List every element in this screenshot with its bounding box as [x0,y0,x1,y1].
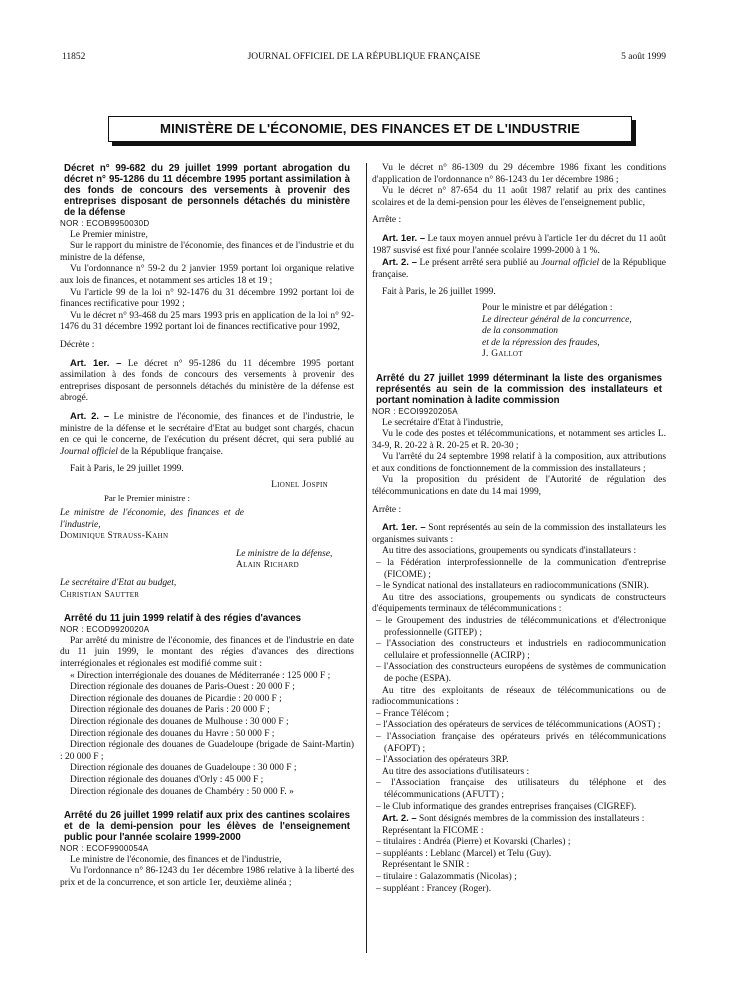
list-item: – suppléant : Francey (Roger). [376,883,492,894]
signature-name: J. Gallot [482,349,523,360]
signature-role: et de la répression des fraudes, [482,337,600,348]
list-item: Direction régionale des douanes de Mulhouse : 30 000 F ; [70,716,289,727]
list-item: – l'Association française des opérateurs privés en télécommunications (AFOPT) ; [376,731,666,754]
list-item: – le Club informatique des grandes entreprises françaises (CIGREF). [376,801,637,812]
paragraph: Sur le rapport du ministre de l'économie, des finances et de l'industrie et du ministre de la défense, [60,241,354,263]
paragraph: Vu l'article 99 de la loi n° 92-1476 du 31 décembre 1992 portant loi de finances rectificative pour 1992 ; [60,287,354,310]
list-item: – la Fédération interprofessionnelle de la communication d'entreprise (FICOME) ; [376,558,666,580]
list-item: – le Syndicat national des installateurs en radiocommunications (SNIR). [376,581,649,592]
decree-1-nor: NOR : ECOB9950030D [60,219,150,228]
paragraph: Vu l'ordonnance n° 86-1243 du 1er décembre 1986 relative à la liberté des prix et de la concurrence, et son article 1er, deuxième alinéa ; [60,866,354,888]
list-item: – titulaire : Galazommatis (Nicolas) ; [376,872,517,883]
list-item: – l'Association des constructeurs européens de systèmes de communication de poche (ESPA). [376,662,666,684]
decree-1-title: Décret n° 99-682 du 29 juillet 1999 portant abrogation du décret n° 95-1286 du 11 décembre 1995 portant assimilation à des fonds de concours des versements à provenir des entreprises disposant de personnels détachés du ministère de la défense [64,163,350,218]
article-2: Art. 2. – Le présent arrêté sera publié au Journal officiel de la République française. [372,257,666,280]
list-item: – l'Association des constructeurs et industriels en radiocommunication cellulaire et professionnelle (ACIRP) ; [376,639,666,661]
signature-role: de la consommation [482,326,559,337]
arrete-label: Arrête : [372,215,402,226]
group-heading: Représentant le SNIR : [382,860,470,871]
signature-role: Le ministre de la défense, [236,548,333,559]
signature-role: Le ministre de l'économie, des finances et de l'industrie, [60,508,244,530]
paragraph: Vu l'ordonnance n° 59-2 du 2 janvier 1959 portant loi organique relative aux lois de finances, et notamment ses articles 18 et 19 ; [60,264,354,286]
article-2: Art. 2. – Sont désignés membres de la commission des installateurs : [382,813,645,825]
group-heading: Au titre des associations, groupements ou syndicats d'installateurs : [382,546,637,557]
fait-a-paris: Fait à Paris, le 26 juillet 1999. [382,287,496,298]
list-item: Direction régionale des douanes d'Orly : 45 000 F ; [70,774,264,785]
decree-4-title: Arrêté du 27 juillet 1999 déterminant la liste des organismes représentés au sein de la commission des installateurs et portant nomination à ladite commission [376,372,662,406]
article-2: Art. 2. – Le ministre de l'économie, des finances et de l'industrie, le ministre de la défense et le secrétaire d'Etat au budget sont chargés, chacun en ce qui le concerne, de l'exécution du présent décret, qui sera publié au Journal officiel de la République française. [60,410,354,457]
decree-3-title: Arrêté du 26 juillet 1999 relatif aux prix des cantines scolaires et de la demi-pension pour les élèves de l'enseignement public pour l'année scolaire 1999-2000 [64,810,350,844]
paragraph: Le secrétaire d'Etat à l'industrie, [382,417,504,428]
decree-2-nor: NOR : ECOD9920020A [60,625,150,635]
article-1: Art. 1er. – Le taux moyen annuel prévu à l'article 1er du décret du 11 août 1987 susvisé est fixé pour l'année scolaire 1999-2000 à 1 %. [372,232,666,256]
list-item: « Direction interrégionale des douanes de Méditerranée : 125 000 F ; [70,670,331,681]
decree-3-nor: NOR : ECOF9900054A [60,844,149,854]
signature-name: Alain Richard [236,560,299,571]
right-column [372,163,666,895]
article-1: Art. 1er. – Sont représentés au sein de la commission des installateurs les organismes suivants : [372,522,666,545]
article-1: Art. 1er. – Le décret n° 95-1286 du 11 décembre 1995 portant assimilation à des fonds de concours des versements à provenir des entreprises disposant de personnels détachés du ministère de la défense est abrogé. [60,357,354,404]
paragraph: Le ministre de l'économie, des finances et de l'industrie, [70,854,282,865]
list-item: Direction régionale des douanes de Paris-Ouest : 20 000 F ; [70,682,295,693]
par-le-premier-ministre: Par le Premier ministre : [104,493,190,504]
list-item: Direction régionale des douanes de Chambéry : 50 000 F. » [70,786,294,797]
group-heading: Au titre des exploitants de réseaux de télécommunications ou de radiocommunications : [372,685,666,708]
journal-title: JOURNAL OFFICIEL DE LA RÉPUBLIQUE FRANÇAISE [247,52,481,62]
list-item: – l'Association française des utilisateurs du téléphone et des télécommunications (AFUTT) ; [376,778,666,800]
list-item: – l'Association des opérateurs 3RP. [376,755,509,766]
list-item: Direction régionale des douanes du Havre : 50 000 F ; [70,728,275,739]
list-item: – France Télécom ; [376,708,449,719]
paragraph: Vu le décret n° 87-654 du 11 août 1987 relatif au prix des cantines scolaires et de la demi-pension pour les élèves de l'enseignement public, [372,186,666,208]
decrete-label: Décrète : [60,339,95,350]
list-item: Direction régionale des douanes de Paris : 20 000 F ; [70,705,270,716]
ministry-banner: MINISTÈRE DE L'ÉCONOMIE, DES FINANCES ET DE L'INDUSTRIE [108,116,632,142]
signature-name: Christian Sautter [60,589,140,600]
decree-4-nor: NOR : ECOI9920205A [372,406,458,416]
list-item: Direction régionale des douanes de Guadeloupe (brigade de Saint-Martin) : 20 000 F ; [60,740,354,762]
page-number: 11852 [62,52,86,62]
group-heading: Au titre des associations d'utilisateurs : [382,766,530,777]
group-heading: Représentant la FICOME : [382,825,484,836]
list-item: – titulaires : Andréa (Pierre) et Kovarski (Charles) ; [376,837,571,848]
paragraph: Vu la proposition du président de l'Autorité de régulation des télécommunications en date du 14 mai 1999, [372,475,666,498]
paragraph: Vu le code des postes et télécommunications, et notamment ses articles L. 34-9, R. 20-22 à R. 20-25 et R. 20-30 ; [372,429,666,451]
paragraph: Par arrêté du ministre de l'économie, des finances et de l'industrie en date du 11 juin 1999, le montant des régies d'avances des directions interrégionales et régionales est modifié comme suit : [60,635,354,669]
fait-a-paris: Fait à Paris, le 29 juillet 1999. [70,464,184,475]
decree-2-title: Arrêté du 11 juin 1999 relatif à des régies d'avances [64,613,302,625]
signature-pm: Lionel Jospin [271,479,328,490]
paragraph: Vu le décret n° 93-468 du 25 mars 1993 pris en application de la loi n° 92-1476 du 31 décembre 1992 portant loi de finances rectificative pour 1992, [60,310,354,333]
paragraph: Le Premier ministre, [70,229,148,240]
arrete-label: Arrête : [372,504,402,515]
column-divider [366,163,367,953]
list-item: – l'Association des opérateurs de services de télécommunications (AOST) ; [376,720,661,731]
signature-pour: Pour le ministre et par délégation : [482,302,613,313]
issue-date: 5 août 1999 [621,52,666,62]
page-header [62,52,666,66]
group-heading: Au titre des associations, groupements ou syndicats de constructeurs d'équipements terminaux de télécommunications : [372,592,666,615]
list-item: Direction régionale des douanes de Picardie : 20 000 F ; [70,693,282,704]
signature-name: Dominique Strauss-Kahn [60,531,169,542]
paragraph: Vu l'arrêté du 24 septembre 1998 relatif à la composition, aux attributions et aux conditions de fonctionnement de la commission des installateurs ; [372,452,666,474]
list-item: Direction régionale des douanes de Guadeloupe : 30 000 F ; [70,763,297,774]
list-item: – le Groupement des industries de télécommunications et d'électronique professionnelle (GITEP) ; [376,616,666,638]
signature-role: Le secrétaire d'Etat au budget, [60,578,177,589]
signature-role: Le directeur général de la concurrence, [482,314,632,325]
paragraph: Vu le décret n° 86-1309 du 29 décembre 1986 fixant les conditions d'application de l'ordonnance n° 86-1243 du 1er décembre 1986 ; [372,163,666,185]
left-column [60,163,354,890]
list-item: – suppléants : Leblanc (Marcel) et Telu (Guy). [376,848,552,859]
